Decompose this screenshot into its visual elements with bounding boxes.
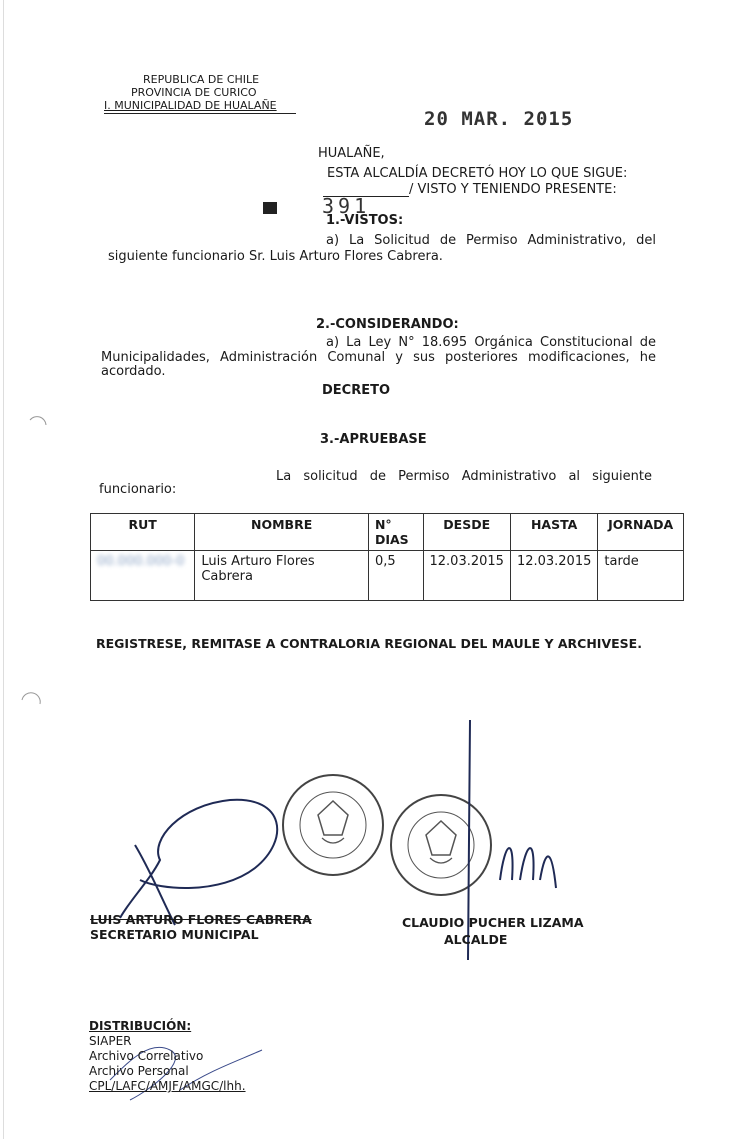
apruebase-line-1: La solicitud de Permiso Administrativo al siguiente bbox=[276, 469, 652, 484]
distribution-heading: DISTRIBUCIÓN: bbox=[89, 1019, 192, 1033]
col-header-desde: DESDE bbox=[423, 514, 510, 551]
cell-nombre: Luis Arturo Flores Cabrera bbox=[195, 551, 369, 601]
page-edge bbox=[3, 0, 4, 1139]
distribution-item: Archivo Correlativo bbox=[89, 1049, 204, 1063]
distribution-item: Archivo Personal bbox=[89, 1064, 189, 1078]
punch-mark-bottom bbox=[22, 693, 40, 704]
date-stamp: 20 MAR. 2015 bbox=[424, 108, 574, 130]
mayor-name: CLAUDIO PUCHER LIZAMA bbox=[402, 915, 584, 930]
considerando-line-3: acordado. bbox=[101, 364, 166, 379]
secretary-name: LUIS ARTURO FLORES CABRERA bbox=[90, 912, 312, 927]
vistos-line-2: siguiente funcionario Sr. Luis Arturo Flores Cabrera. bbox=[108, 249, 443, 264]
header-republic: REPUBLICA DE CHILE bbox=[143, 73, 260, 86]
place-text: HUALAÑE, bbox=[318, 146, 385, 161]
considerando-heading: 2.-CONSIDERANDO: bbox=[316, 317, 459, 332]
col-header-nombre: NOMBRE bbox=[195, 514, 369, 551]
col-header-jornada: JORNADA bbox=[598, 514, 684, 551]
header-province: PROVINCIA DE CURICO bbox=[131, 86, 257, 99]
secretary-title: SECRETARIO MUNICIPAL bbox=[90, 927, 259, 942]
header-municipality: I. MUNICIPALIDAD DE HUALAÑE bbox=[104, 99, 277, 112]
considerando-line-2: Municipalidades, Administración Comunal y sus posteriores modificaciones, he bbox=[101, 350, 656, 365]
cell-hasta: 12.03.2015 bbox=[510, 551, 597, 601]
col-header-hasta: HASTA bbox=[510, 514, 597, 551]
closing-order: REGISTRESE, REMITASE A CONTRALORIA REGIONAL DEL MAULE Y ARCHIVESE. bbox=[96, 636, 642, 651]
col-header-rut: RUT bbox=[91, 514, 195, 551]
vistos-line-1: a) La Solicitud de Permiso Administrativo, del bbox=[326, 233, 656, 248]
decreto-heading: DECRETO bbox=[322, 383, 391, 398]
distribution-item: CPL/LAFC/AMJF/AMGC/lhh. bbox=[89, 1079, 246, 1093]
intro-line: ESTA ALCALDÍA DECRETÓ HOY LO QUE SIGUE: bbox=[327, 166, 628, 181]
punch-mark-top bbox=[30, 417, 46, 425]
distribution-item: SIAPER bbox=[89, 1034, 132, 1048]
secretary-seal bbox=[283, 775, 383, 875]
cell-desde: 12.03.2015 bbox=[423, 551, 510, 601]
cell-rut: 00.000.000-0 bbox=[91, 551, 195, 601]
decree-number: 391 bbox=[322, 194, 371, 218]
cell-dias: 0,5 bbox=[368, 551, 423, 601]
cell-jornada: tarde bbox=[598, 551, 684, 601]
mayor-title: ALCALDE bbox=[444, 932, 508, 947]
apruebase-line-2: funcionario: bbox=[99, 482, 177, 497]
secretary-signature bbox=[120, 800, 277, 925]
considerando-line-1: a) La Ley N° 18.695 Orgánica Constitucional de bbox=[326, 335, 656, 350]
apruebase-heading: 3.-APRUEBASE bbox=[320, 432, 427, 447]
visto-line: / VISTO Y TENIENDO PRESENTE: bbox=[409, 182, 617, 197]
col-header-dias: N° DIAS bbox=[368, 514, 423, 551]
vistos-heading: 1.-VISTOS: bbox=[326, 213, 404, 228]
mayor-seal bbox=[391, 795, 491, 895]
